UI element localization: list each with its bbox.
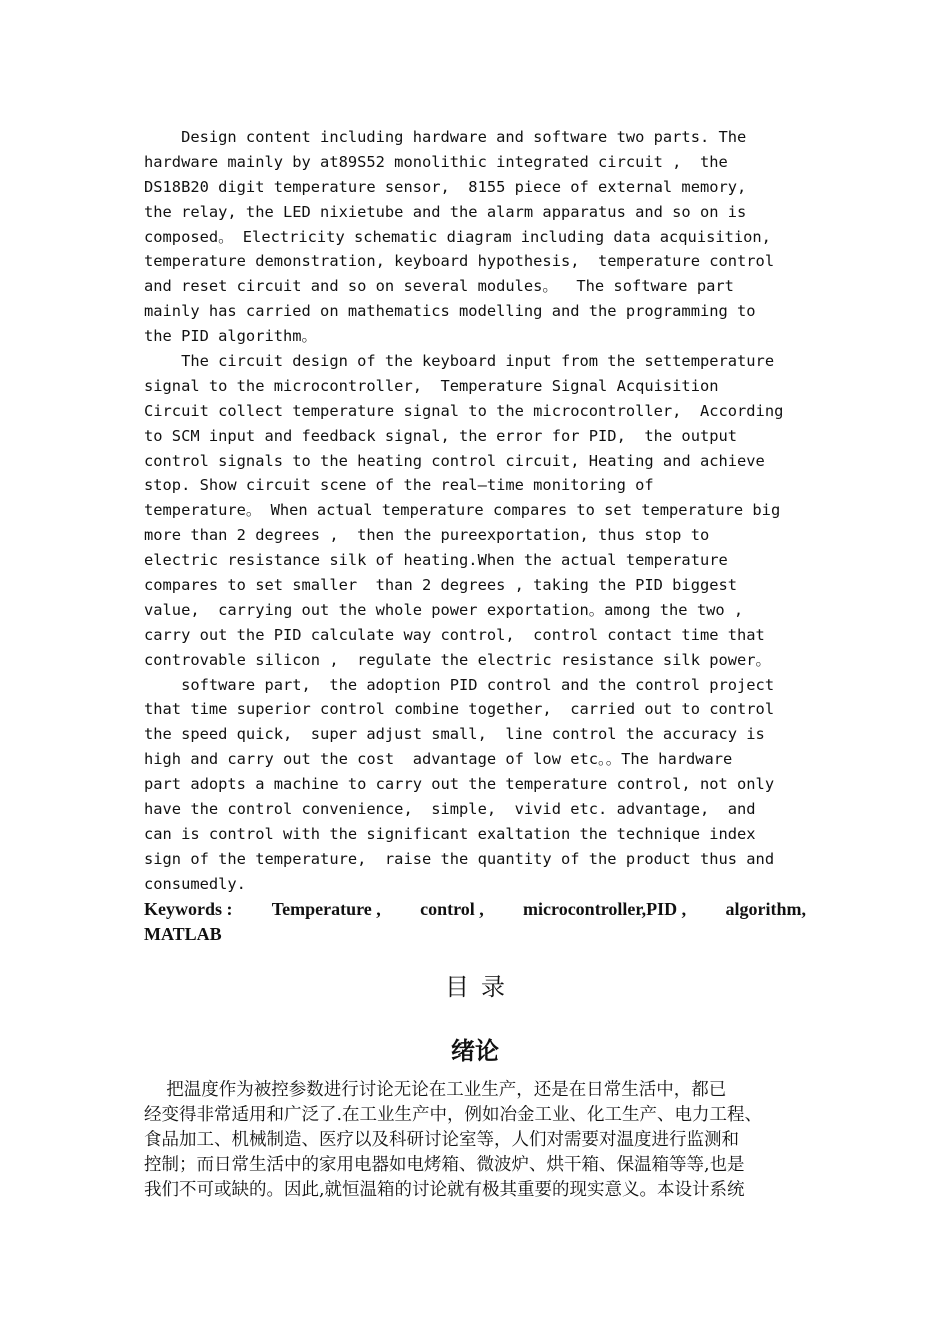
keyword-temperature: Temperature , <box>271 898 381 919</box>
english-abstract <box>144 125 806 897</box>
abstract-line: temperature。 When actual temperature compares to set temperature big <box>144 501 781 520</box>
abstract-line: the speed quick, super adjust small, line control the accuracy is <box>144 725 765 744</box>
abstract-line: part adopts a machine to carry out the temperature control, not only <box>144 775 775 794</box>
abstract-line: more than 2 degrees , then the pureexportation, thus stop to <box>144 526 710 545</box>
abstract-line: stop. Show circuit scene of the real—time monitoring of <box>144 476 654 495</box>
keywords-line <box>144 897 806 922</box>
introduction-paragraph <box>144 1078 806 1203</box>
abstract-line: have the control convenience, simple, vivid etc. advantage, and <box>144 800 756 819</box>
abstract-line: can is control with the significant exaltation the technique index <box>144 824 756 843</box>
introduction-line: 控制；而日常生活中的家用电器如电烤箱、微波炉、烘干箱、保温箱等等,也是 <box>144 1154 745 1175</box>
introduction-heading: 绪论 <box>451 1036 499 1065</box>
abstract-line: controvable silicon , regulate the electric resistance silk power。 <box>144 650 771 669</box>
introduction-line: 经变得非常适用和广泛了.在工业生产中，例如冶金工业、化工生产、电力工程、 <box>144 1104 763 1125</box>
keywords-label: Keywords : <box>144 898 233 919</box>
abstract-line: the relay, the LED nixietube and the alarm apparatus and so on is <box>144 202 747 221</box>
abstract-line: high and carry out the cost advantage of low etc。。The hardware <box>144 750 733 769</box>
introduction-line: 把温度作为被控参数进行讨论无论在工业生产，还是在日常生活中，都已 <box>144 1079 727 1100</box>
abstract-line: composed。 Electricity schematic diagram including data acquisition, <box>144 227 771 246</box>
document-page <box>144 125 806 1203</box>
toc-heading: 目录 <box>445 972 517 1001</box>
abstract-line: the PID algorithm。 <box>144 327 317 346</box>
keyword-control: control , <box>420 898 484 919</box>
abstract-line: software part, the adoption PID control and the control project <box>144 675 775 694</box>
abstract-line: temperature demonstration, keyboard hypothesis, temperature control <box>144 252 775 271</box>
keyword-algorithm: algorithm, <box>725 898 806 919</box>
abstract-line: The circuit design of the keyboard input from the settemperature <box>144 352 775 371</box>
keyword-microcontroller-pid: microcontroller,PID , <box>523 898 687 919</box>
abstract-line: that time superior control combine together, carried out to control <box>144 700 775 719</box>
abstract-line: DS18B20 digit temperature sensor, 8155 piece of external memory, <box>144 177 747 196</box>
introduction-line: 我们不可或缺的。因此,就恒温箱的讨论就有极其重要的现实意义。本设计系统 <box>144 1179 745 1200</box>
keywords-paragraph <box>144 897 806 947</box>
abstract-line: electric resistance silk of heating.When the actual temperature <box>144 551 728 570</box>
abstract-line: signal to the microcontroller, Temperature Signal Acquisition <box>144 376 719 395</box>
abstract-line: to SCM input and feedback signal, the error for PID, the output <box>144 426 738 445</box>
abstract-line: hardware mainly by at89S52 monolithic integrated circuit , the <box>144 152 728 171</box>
abstract-line: value, carrying out the whole power exportation。among the two , <box>144 600 744 619</box>
abstract-line: Circuit collect temperature signal to the microcontroller, According <box>144 401 784 420</box>
abstract-line: Design content including hardware and software two parts. The <box>144 128 747 146</box>
abstract-line: control signals to the heating control circuit, Heating and achieve <box>144 451 765 470</box>
abstract-line: and reset circuit and so on several modules。 The software part <box>144 277 734 296</box>
abstract-line: consumedly. <box>144 874 246 893</box>
introduction-line: 食品加工、机械制造、医疗以及科研讨论室等，人们对需要对温度进行监测和 <box>144 1129 739 1150</box>
abstract-line: compares to set smaller than 2 degrees , taking the PID biggest <box>144 576 738 595</box>
abstract-line: mainly has carried on mathematics modelling and the programming to <box>144 302 756 321</box>
abstract-line: carry out the PID calculate way control, control contact time that <box>144 625 765 644</box>
abstract-line: sign of the temperature, raise the quantity of the product thus and <box>144 849 775 868</box>
keyword-matlab: MATLAB <box>144 923 222 944</box>
